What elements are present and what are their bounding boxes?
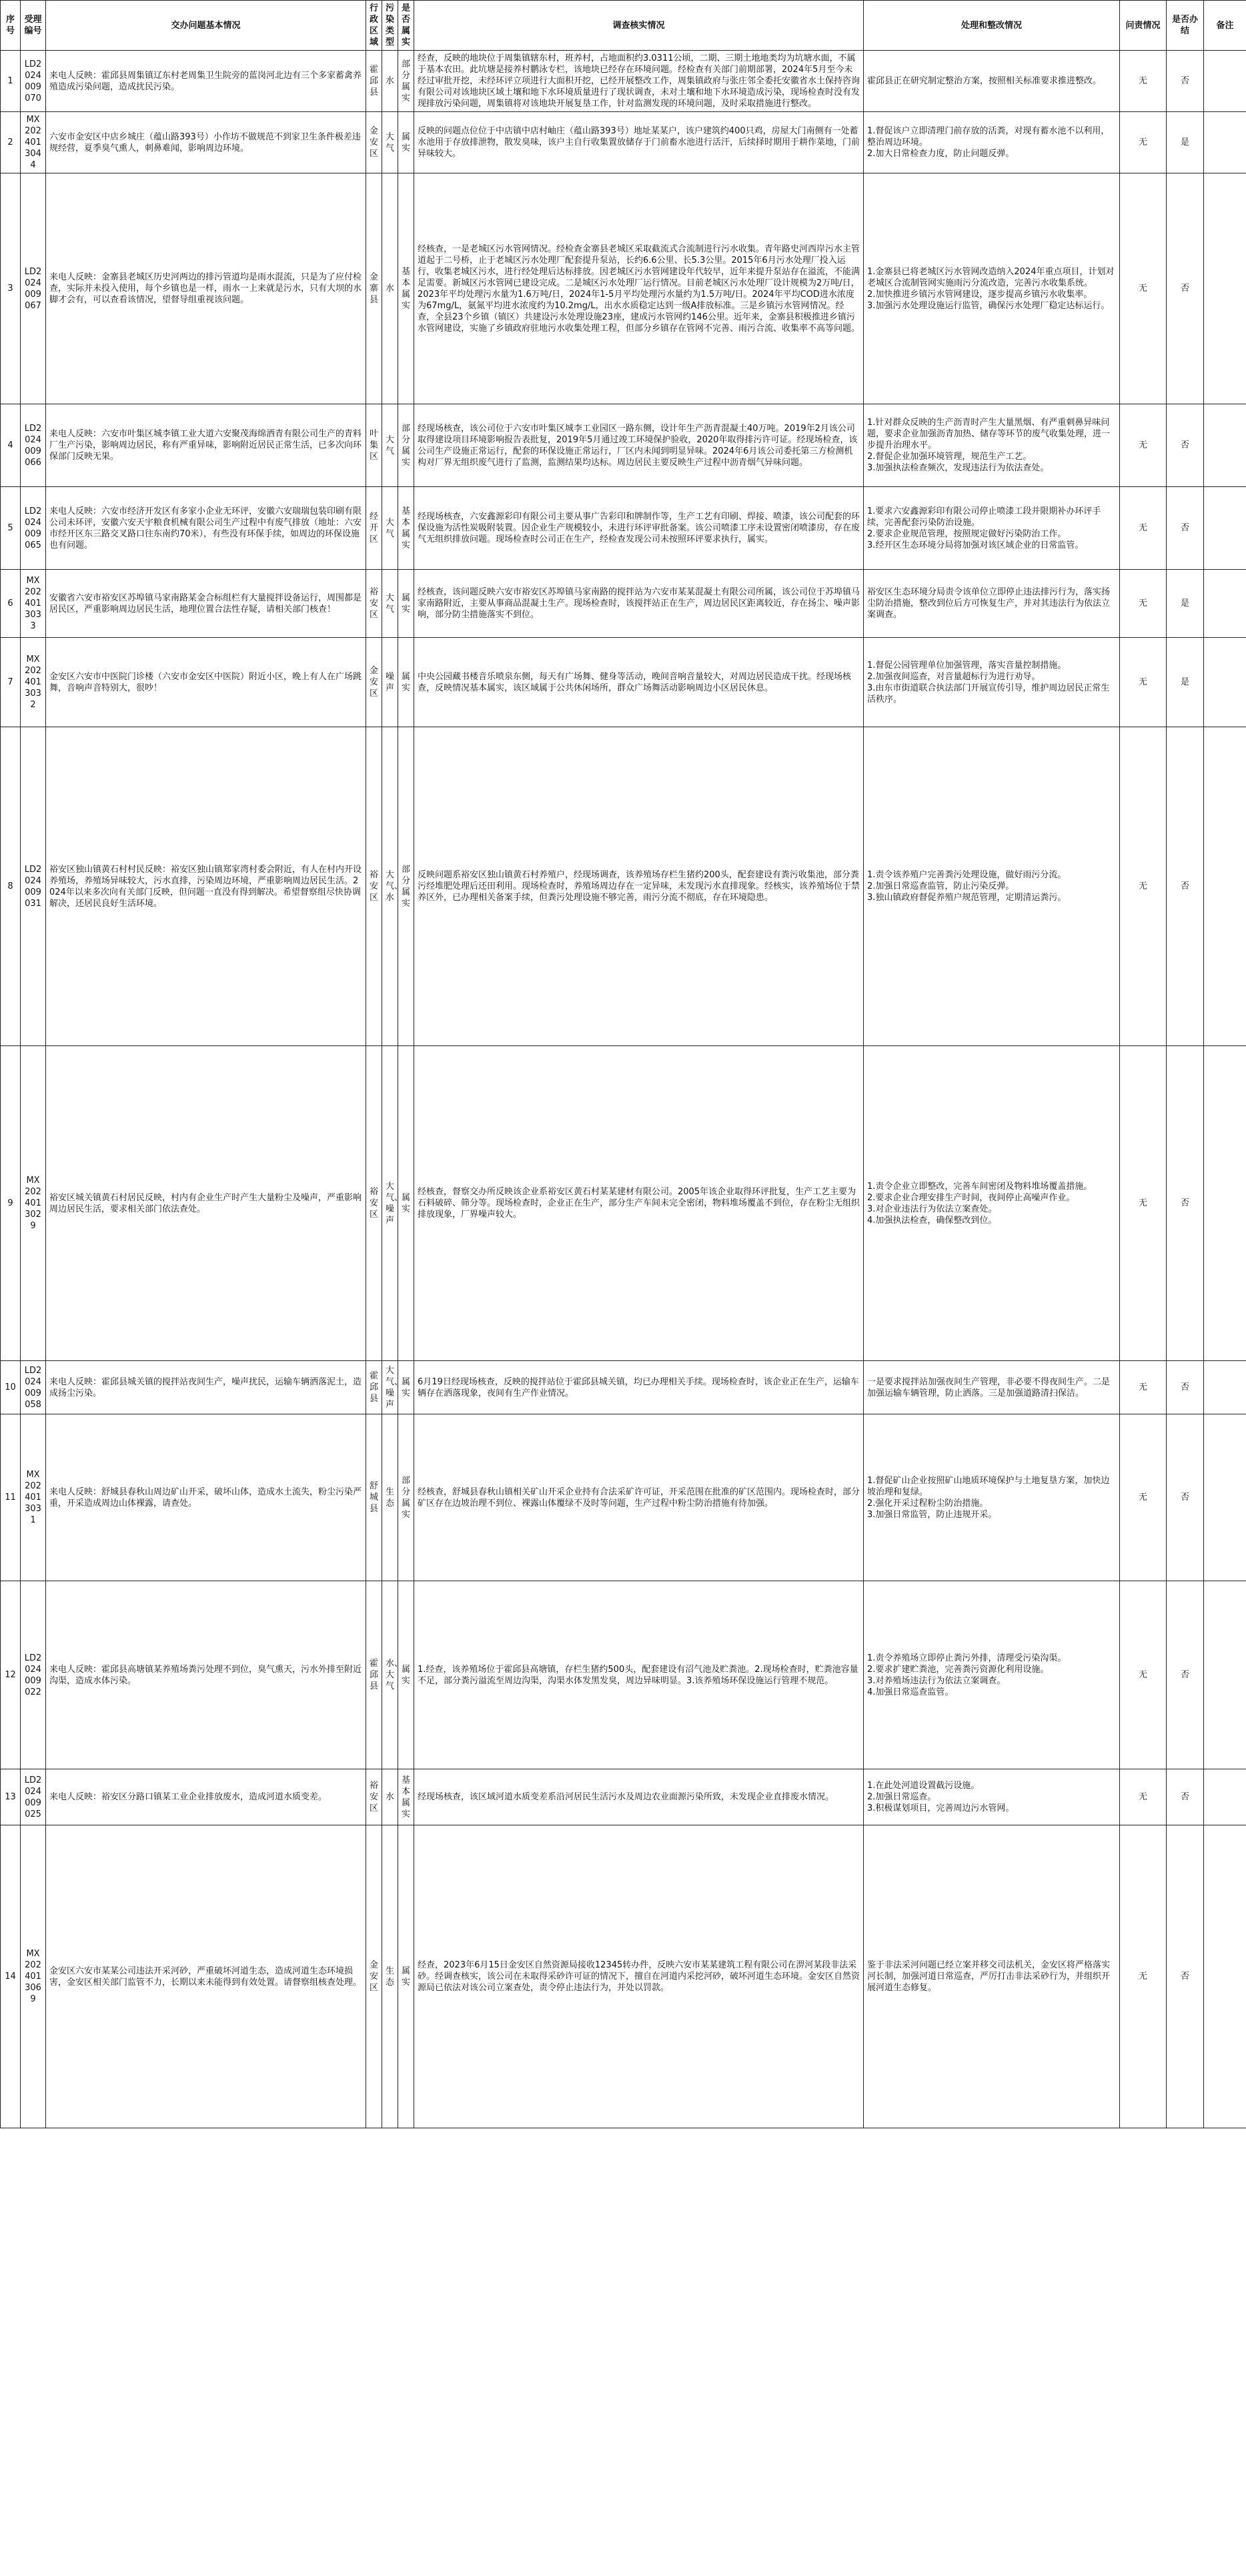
row-type: 噪声 <box>382 638 398 727</box>
table-row <box>1 404 1246 487</box>
row-seq: 2 <box>1 112 21 173</box>
row-id: LD2024009022 <box>21 1581 46 1769</box>
row-seq: 13 <box>1 1769 21 1825</box>
header-basic: 交办问题基本情况 <box>46 1 366 51</box>
row-note <box>1204 638 1246 727</box>
row-fact: 属实 <box>398 638 414 727</box>
row-fact: 属实 <box>398 112 414 173</box>
row-basic: 裕安区城关镇黄石村居民反映，村内有企业生产时产生大量粉尘及噪声，严重影响周边居民生活，要求相关部门依法查处。 <box>46 1046 366 1361</box>
row-fact: 属实 <box>398 1361 414 1414</box>
row-accountability: 无 <box>1120 112 1167 173</box>
row-closed: 否 <box>1167 404 1204 487</box>
row-accountability: 无 <box>1120 1825 1167 2128</box>
row-investigation: 经现场核查，该公司位于六安市叶集区城李工业园区一路东侧，设计年生产沥青混凝土40万吨。2019年2月该公司取得建设项目环境影响报告表批复，2019年5月通过竣工环境保护验收，2020年取得排污许可证。经现场检查，该公司生产设施正常运行，配套的环保设施正常运行，厂区内未闻到明显异味。2024年6月该公司委托第三方检测机构对厂界无组织废气进行了监测，监测结果均达标。周边居民主要反映生产过程中沥青烟气异味问题。 <box>414 404 864 487</box>
table-row <box>1 173 1246 404</box>
row-accountability: 无 <box>1120 1046 1167 1361</box>
row-accountability: 无 <box>1120 1361 1167 1414</box>
row-area: 金安区 <box>366 1825 382 2128</box>
row-basic: 来电人反映：霍邱县高塘镇某养殖场粪污处理不到位，臭气熏天，污水外排至附近沟渠，造成水体污染。 <box>46 1581 366 1769</box>
row-seq: 7 <box>1 638 21 727</box>
row-type: 生态 <box>382 1414 398 1581</box>
row-closed: 是 <box>1167 638 1204 727</box>
row-closed: 否 <box>1167 1361 1204 1414</box>
row-area: 裕安区 <box>366 570 382 638</box>
row-note <box>1204 112 1246 173</box>
row-handling: 1.督促该户立即清理门前存放的活粪，对现有蓄水池不以利用，整治周边环境。 2.加大日常检查力度，防止问题反弹。 <box>864 112 1120 173</box>
row-investigation: 经核查，该问题反映六安市裕安区苏埠镇马家南路的搅拌站为六安市某某混凝土有限公司所属，该公司位于苏埠镇马家南路附近，主要从事商品混凝土生产。现场检查时，该搅拌站正在生产，周边居民区距离较近，存在扬尘、噪声影响，部分防尘措施落实不到位。 <box>414 570 864 638</box>
row-accountability: 无 <box>1120 1769 1167 1825</box>
row-seq: 5 <box>1 487 21 570</box>
row-basic: 来电人反映：金寨县老城区历史河两边的排污管道均是雨水混流，只是为了应付检查，实际并未投入使用，每个乡镇也是一样，雨水一上来就是污水，只有大坝的水脚才会有，可以查看该情况，望督导组重视该问题。 <box>46 173 366 404</box>
row-handling: 裕安区生态环境分局责令该单位立即停止违法排污行为，落实扬尘防治措施，整改到位后方可恢复生产，并对其违法行为依法立案调查。 <box>864 570 1120 638</box>
row-id: MX2024013031 <box>21 1414 46 1581</box>
row-type: 水、大气 <box>382 1581 398 1769</box>
row-area: 舒城县 <box>366 1414 382 1581</box>
table-row <box>1 1825 1246 2128</box>
row-basic: 安徽省六安市裕安区苏埠镇马家南路某金合标组栏有大量搅拌设备运行，周围都是居民区，严重影响周边居民生活，地理位置合法性存疑，请相关部门核查！ <box>46 570 366 638</box>
row-accountability: 无 <box>1120 173 1167 404</box>
table-row <box>1 727 1246 1046</box>
row-investigation: 经现场核查，该区域河道水质变差系沿河居民生活污水及周边农业面源污染所致，未发现企业直排废水情况。 <box>414 1769 864 1825</box>
row-fact: 属实 <box>398 1046 414 1361</box>
row-id: MX2024013033 <box>21 570 46 638</box>
row-note <box>1204 173 1246 404</box>
row-fact: 属实 <box>398 570 414 638</box>
row-id: MX2024013044 <box>21 112 46 173</box>
row-note <box>1204 51 1246 112</box>
row-basic: 六安市金安区中店乡城庄（蕴山路393号）小作坊不做规范不到家卫生条件极差违规经营，夏季臭气熏人，刺鼻难闻，影响周边环境。 <box>46 112 366 173</box>
header-type: 污染类型 <box>382 1 398 51</box>
row-area: 霍邱县 <box>366 1361 382 1414</box>
row-type: 大气、水 <box>382 727 398 1046</box>
row-area: 叶集区 <box>366 404 382 487</box>
row-basic: 金安区六安市中医院门诊楼（六安市金安区中医院）附近小区，晚上有人在广场跳舞，音响声音特别大，很吵！ <box>46 638 366 727</box>
row-investigation: 经查，2023年6月15日金安区自然资源局接收12345转办件，反映六安市某某建筑工程有限公司在淠河某段非法采砂。经调查核实，该公司在未取得采砂许可证的情况下，擅自在河道内采挖河砂，破坏河道生态环境。金安区自然资源局已依法对该公司立案查处，责令停止违法行为，并处以罚款。 <box>414 1825 864 2128</box>
row-investigation: 经核查，督察交办所反映该企业系裕安区黄石村某某建材有限公司。2005年该企业取得环评批复，生产工艺主要为石料破碎、筛分等。现场检查时，企业正在生产，部分生产车间未完全密闭，物料堆场覆盖不到位，存在粉尘无组织排放现象，厂界噪声较大。 <box>414 1046 864 1361</box>
table-row <box>1 1581 1246 1769</box>
row-seq: 11 <box>1 1414 21 1581</box>
row-area: 裕安区 <box>366 1046 382 1361</box>
row-accountability: 无 <box>1120 1581 1167 1769</box>
report-body <box>1 51 1246 2128</box>
row-id: LD2024009031 <box>21 727 46 1046</box>
header-handling: 处理和整改情况 <box>864 1 1120 51</box>
row-note <box>1204 1769 1246 1825</box>
row-area: 经开区 <box>366 487 382 570</box>
table-row <box>1 1046 1246 1361</box>
row-handling: 1.在此处河道设置截污设施。 2.加强日常巡查。 3.积极谋划项目，完善周边污水管网。 <box>864 1769 1120 1825</box>
row-handling: 鉴于非法采河问题已经立案并移交司法机关，金安区将严格落实河长制，加强河道日常巡查，严厉打击非法采砂行为，并组织开展河道生态修复。 <box>864 1825 1120 2128</box>
row-seq: 6 <box>1 570 21 638</box>
row-area: 金安区 <box>366 112 382 173</box>
row-fact: 部分属实 <box>398 51 414 112</box>
row-type: 大气 <box>382 570 398 638</box>
row-handling: 霍邱县正在研究制定整治方案，按照相关标准要求推进整改。 <box>864 51 1120 112</box>
row-accountability: 无 <box>1120 1414 1167 1581</box>
row-accountability: 无 <box>1120 570 1167 638</box>
table-row <box>1 51 1246 112</box>
row-closed: 否 <box>1167 487 1204 570</box>
row-note <box>1204 1361 1246 1414</box>
row-basic: 来电人反映：舒城县春秋山周边矿山开采，破坏山体，造成水土流失，粉尘污染严重，开采造成周边山体裸露，请查处。 <box>46 1414 366 1581</box>
header-note: 备注 <box>1204 1 1246 51</box>
table-row <box>1 112 1246 173</box>
row-fact: 属实 <box>398 1581 414 1769</box>
row-closed: 否 <box>1167 1581 1204 1769</box>
header-seq: 序号 <box>1 1 21 51</box>
row-fact: 基本属实 <box>398 487 414 570</box>
row-basic: 来电人反映：霍邱县城关镇的搅拌站夜间生产，噪声扰民，运输车辆洒落泥土，造成扬尘污染。 <box>46 1361 366 1414</box>
row-area: 金安区 <box>366 638 382 727</box>
row-type: 大气 <box>382 404 398 487</box>
row-accountability: 无 <box>1120 638 1167 727</box>
row-id: LD2024009066 <box>21 404 46 487</box>
header-id: 受理编号 <box>21 1 46 51</box>
row-closed: 否 <box>1167 1769 1204 1825</box>
row-basic: 来电人反映：六安市叶集区城李镇工业大道六安聚茂海绵洒青有限公司生产的青料厂生产污染，影响周边居民，称有严重异味，影响附近居民正常生活，已多次向环保部门反映无果。 <box>46 404 366 487</box>
row-id: LD2024009025 <box>21 1769 46 1825</box>
row-handling: 1.督促公园管理单位加强管理，落实音量控制措施。 2.加强夜间巡查，对音量超标行为进行劝导。 3.由东市街道联合执法部门开展宣传引导，维护周边居民正常生活秩序。 <box>864 638 1120 727</box>
row-fact: 部分属实 <box>398 404 414 487</box>
row-seq: 1 <box>1 51 21 112</box>
row-seq: 9 <box>1 1046 21 1361</box>
row-area: 霍邱县 <box>366 51 382 112</box>
row-handling: 1.责令企业立即整改，完善车间密闭及物料堆场覆盖措施。 2.要求企业合理安排生产时间，夜间停止高噪声作业。 3.对企业违法行为依法立案查处。 4.加强执法检查，确保整改到位。 <box>864 1046 1120 1361</box>
row-basic: 金安区六安市某某公司违法开采河砂，严重破坏河道生态，造成河道生态环境损害，金安区相关部门监管不力，长期以来未能得到有效处置。请督察组核查处理。 <box>46 1825 366 2128</box>
row-note <box>1204 1581 1246 1769</box>
row-id: LD2024009058 <box>21 1361 46 1414</box>
row-closed: 否 <box>1167 727 1204 1046</box>
row-handling: 1.金寨县已将老城区污水管网改造纳入2024年重点项目，计划对老城区合流制管网实施雨污分流改造，完善污水收集系统。 2.加快推进乡镇污水管网建设，逐步提高乡镇污水收集率。 3.加强污水处理设施运行监管，确保污水处理厂稳定达标运行。 <box>864 173 1120 404</box>
row-fact: 部分属实 <box>398 727 414 1046</box>
row-closed: 否 <box>1167 1046 1204 1361</box>
row-investigation: 经现场核查，六安鑫源彩印有限公司主要从事广告彩印和牌制作等，生产工艺有印刷、焊接、喷漆，该公司配套的环保设施为活性炭吸附装置。因企业生产规模较小，未进行环评审批备案。该公司喷漆工序未设置密闭喷漆房，存在废气无组织排放问题。现场检查时公司正在生产，经检查发现公司未按照环评要求执行，属实。 <box>414 487 864 570</box>
row-investigation: 经核查，一是老城区污水管网情况。经检查金寨县老城区采取截流式合流制进行污水收集。青年路史河西岸污水主管道起于二号桥，止于老城区污水处理厂配套提升泵站，长约6.6公里、长5.3公里。2015年6月污水处理厂投入运行，收集老城区污水，进行经处理后达标排放。因老城区污水管网建设年代较早，近年来提升泵站存在溢流，不能满足需要。新城区污水管网已建设完成。二是城区污水处理厂运行情况。目前老城区污水处理厂设计规模为2万吨/日，2023年平均处理污水量为1.6万吨/日，2024年1-5月平均处理污水量约为1.5万吨/日。2024年平均COD进水浓度为67mg/L，氨氮平均进水浓度约为10.2mg/L，出水水质稳定达到一级A排放标准。三是乡镇污水管网情况。经查，全县23个乡镇（镇区）共建设污水处理设施23座，建成污水管网约146公里。近年来，金寨县积极推进乡镇污水管网建设，实施了乡镇政府驻地污水收集处理工程，但部分乡镇存在管网不完善、雨污合流、收集率不高等问题。 <box>414 173 864 404</box>
row-type: 大气、噪声 <box>382 1361 398 1414</box>
row-accountability: 无 <box>1120 404 1167 487</box>
row-type: 大气 <box>382 112 398 173</box>
row-closed: 否 <box>1167 1825 1204 2128</box>
row-note <box>1204 570 1246 638</box>
row-accountability: 无 <box>1120 727 1167 1046</box>
row-handling: 1.责令该养殖户完善粪污处理设施，做好雨污分流。 2.加强日常巡查监管，防止污染反弹。 3.独山镇政府督促养殖户规范管理，定期清运粪污。 <box>864 727 1120 1046</box>
row-investigation: 1.经查，该养殖场位于霍邱县高塘镇，存栏生猪约500头，配套建设有沼气池及贮粪池。2.现场检查时，贮粪池容量不足，部分粪污溢流至周边沟渠，沟渠水体发黑发臭，周边异味明显。3.该养殖场环保设施运行管理不规范。 <box>414 1581 864 1769</box>
row-fact: 部分属实 <box>398 1414 414 1581</box>
row-note <box>1204 1046 1246 1361</box>
header-investigation: 调查核实情况 <box>414 1 864 51</box>
row-note <box>1204 727 1246 1046</box>
row-seq: 3 <box>1 173 21 404</box>
row-note <box>1204 487 1246 570</box>
row-investigation: 反映问题系裕安区独山镇黄石村养殖户，经现场调查，该养殖场存栏生猪约200头，配套建设有粪污收集池，部分粪污经堆肥处理后还田利用。现场检查时，养殖场周边存在一定异味，未发现污水直排现象。经核实，该养殖场位于禁养区外，已办理相关备案手续，但粪污处理设施不够完善，雨污分流不彻底，存在环境隐患。 <box>414 727 864 1046</box>
row-type: 生态 <box>382 1825 398 2128</box>
row-basic: 来电人反映：霍邱县周集镇辽东村老周集卫生院旁的蓝岗河北边有三个多家蓄禽养殖造成污染问题，造成扰民污染。 <box>46 51 366 112</box>
table-row <box>1 1414 1246 1581</box>
row-area: 裕安区 <box>366 727 382 1046</box>
row-id: MX2024013029 <box>21 1046 46 1361</box>
row-seq: 10 <box>1 1361 21 1414</box>
row-type: 水 <box>382 51 398 112</box>
row-accountability: 无 <box>1120 51 1167 112</box>
row-investigation: 中央公园藏书楼音乐喷泉东侧，每天有广场舞、健身等活动，晚间音响音量较大，对周边居民造成干扰。经现场核查，反映情况基本属实，该区域属于公共休闲场所，群众广场舞活动影响周边小区居民休息。 <box>414 638 864 727</box>
row-area: 金寨县 <box>366 173 382 404</box>
table-row <box>1 570 1246 638</box>
row-area: 裕安区 <box>366 1769 382 1825</box>
row-investigation: 6月19日经现场核查，反映的搅拌站位于霍邱县城关镇，均已办理相关手续。现场检查时，该企业正在生产，运输车辆存在洒落现象，夜间有生产作业情况。 <box>414 1361 864 1414</box>
row-handling: 1.督促矿山企业按照矿山地质环境保护与土地复垦方案，加快边坡治理和复绿。 2.强化开采过程粉尘防治措施。 3.加强日常监管，防止违规开采。 <box>864 1414 1120 1581</box>
header-area: 行政区域 <box>366 1 382 51</box>
row-handling: 1.责令养殖场立即停止粪污外排，清理受污染沟渠。 2.要求扩建贮粪池，完善粪污资源化利用设施。 3.对养殖场违法行为依法立案调查。 4.加强日常巡查监管。 <box>864 1581 1120 1769</box>
row-closed: 否 <box>1167 51 1204 112</box>
row-seq: 14 <box>1 1825 21 2128</box>
row-investigation: 经核查，舒城县春秋山镇相关矿山开采企业持有合法采矿许可证，开采范围在批准的矿区范围内。现场检查时，部分矿区存在边坡治理不到位、裸露山体覆绿不及时等问题，生产过程中粉尘防治措施有待加强。 <box>414 1414 864 1581</box>
row-closed: 是 <box>1167 570 1204 638</box>
row-note <box>1204 1414 1246 1581</box>
row-handling: 1.要求六安鑫源彩印有限公司停止喷漆工段并限期补办环评手续，完善配套污染防治设施。 2.要求企业规范管理，按照规定做好污染防治工作。 3.经开区生态环境分局将加强对该区域企业的日常监管。 <box>864 487 1120 570</box>
table-row <box>1 487 1246 570</box>
row-closed: 是 <box>1167 112 1204 173</box>
row-seq: 8 <box>1 727 21 1046</box>
header-row <box>1 1 1246 51</box>
row-basic: 来电人反映：六安市经济开发区有多家小企业无环评，安徽六安瑞瑞包装印刷有限公司未环评，安徽六安天宇粮食机械有限公司生产过程中有废气排放（地址：六安市经开区东三路交叉路口往东南约70米），有些没有环保手续，如周边的环保设施也有问题。 <box>46 487 366 570</box>
table-row <box>1 1361 1246 1414</box>
row-closed: 否 <box>1167 1414 1204 1581</box>
row-note <box>1204 404 1246 487</box>
row-id: LD2024009067 <box>21 173 46 404</box>
row-type: 大气、噪声 <box>382 1046 398 1361</box>
row-basic: 裕安区独山镇黄石村村民反映：裕安区独山镇郑家湾村委会附近，有人在村内开设养殖场，养殖场异味较大，污水直排，污染周边环境，严重影响周边居民生活。2024年以来多次向有关部门反映，但问题一直没有得到解决。希望督察组尽快协调解决，还居民良好生活环境。 <box>46 727 366 1046</box>
row-id: LD2024009065 <box>21 487 46 570</box>
row-fact: 基本属实 <box>398 1769 414 1825</box>
row-closed: 否 <box>1167 173 1204 404</box>
row-fact: 基本属实 <box>398 173 414 404</box>
header-closed: 是否办结 <box>1167 1 1204 51</box>
table-row <box>1 1769 1246 1825</box>
row-id: LD2024009070 <box>21 51 46 112</box>
row-type: 水 <box>382 1769 398 1825</box>
row-fact: 属实 <box>398 1825 414 2128</box>
row-id: MX2024013032 <box>21 638 46 727</box>
row-handling: 一是要求搅拌站加强夜间生产管理，非必要不得夜间生产。二是加强运输车辆管理，防止洒落。三是加强道路清扫保洁。 <box>864 1361 1120 1414</box>
header-fact: 是否属实 <box>398 1 414 51</box>
row-id: MX2024013069 <box>21 1825 46 2128</box>
table-row <box>1 638 1246 727</box>
row-basic: 来电人反映：裕安区分路口镇某工业企业排放废水，造成河道水质变差。 <box>46 1769 366 1825</box>
row-accountability: 无 <box>1120 487 1167 570</box>
row-handling: 1.针对群众反映的生产沥青时产生大量黑烟、有严重刺鼻异味问题，要求企业加强沥青加热、储存等环节的废气收集处理，进一步提升治理水平。 2.督促企业加强环境管理，规范生产工艺。 3.加强执法检查频次，发现违法行为依法查处。 <box>864 404 1120 487</box>
row-investigation: 反映的问题点位位于中店镇中店村岫庄（蕴山路393号）地址某某户，该户建筑约400只鸡，房屋大门南侧有一处蓄水池用于存放排泄物，散发臭味，该户主自行收集置放储存于门前畜水池进行活汗，后续择时期用于耕作菜地，门前异味较大。 <box>414 112 864 173</box>
row-investigation: 经查，反映的地块位于周集镇辖东村，班养村，占地面积约3.0311公顷，二期、三期土地地类均为坑塘水面，不属于基本农田。此坑塘是接养村鹏泳专栏，该地块已经存在环境问题。经检查有关部门前期部署，2024年5月至今未经过审批开挖，未经环评立项进行大面积开挖，已经开展整改工作，周集镇政府与张庄邻全委托安徽省水土保持咨询有限公司对该地块区域土壤和地下水环境质量进行了现状调查，未对土壤和地下水环境造成污染，现场检查时没有发现排放污染问题，周集镇将对该地块开展复垦工作，针对监测发现的环境问题，及时采取措施进行整改。 <box>414 51 864 112</box>
row-seq: 4 <box>1 404 21 487</box>
header-accountability: 问责情况 <box>1120 1 1167 51</box>
row-type: 大气 <box>382 487 398 570</box>
row-type: 水 <box>382 173 398 404</box>
row-area: 霍邱县 <box>366 1581 382 1769</box>
row-note <box>1204 1825 1246 2128</box>
row-seq: 12 <box>1 1581 21 1769</box>
